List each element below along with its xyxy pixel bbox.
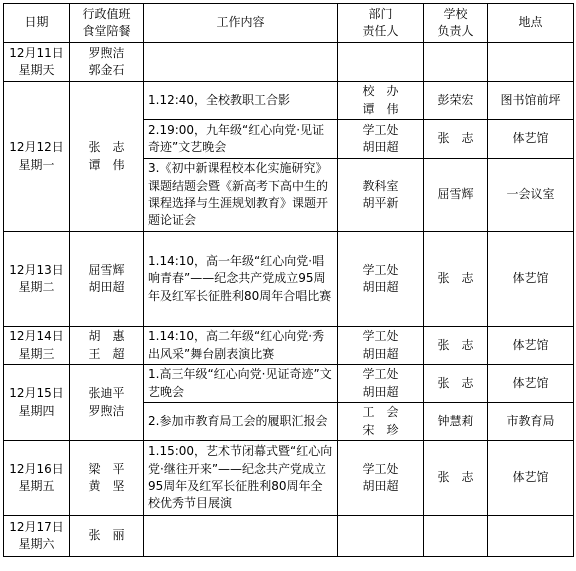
dept-cell: 学工处 胡田超 [338, 441, 424, 516]
date-cell: 12月11日 星期天 [4, 43, 70, 82]
place-cell: 市教育局 [488, 403, 574, 441]
duty-cell: 张迪平 罗煦洁 [70, 365, 144, 441]
date-cell: 12月13日 星期二 [4, 232, 70, 327]
date-cell: 12月15日 星期四 [4, 365, 70, 441]
school-cell: 张 志 [424, 120, 488, 159]
table-row [4, 232, 574, 327]
dept-cell: 校 办 谭 伟 [338, 82, 424, 120]
school-cell: 屈雪辉 [424, 159, 488, 232]
school-cell [424, 43, 488, 82]
duty-cell: 胡 惠 王 超 [70, 327, 144, 365]
place-cell: 体艺馆 [488, 365, 574, 403]
header-row [4, 4, 574, 43]
header-dept: 部门 责任人 [338, 4, 424, 43]
school-cell [424, 516, 488, 557]
table-row [4, 43, 574, 82]
duty-cell: 梁 平 黄 坚 [70, 441, 144, 516]
date-cell: 12月16日 星期五 [4, 441, 70, 516]
date-cell: 12月14日 星期三 [4, 327, 70, 365]
duty-cell: 罗煦洁 郭金石 [70, 43, 144, 82]
place-cell: 体艺馆 [488, 232, 574, 327]
duty-cell: 张 丽 [70, 516, 144, 557]
work-cell: 1.高三年级“红心向党·见证奇迹”文艺晚会 [144, 365, 338, 403]
table-row [4, 516, 574, 557]
dept-cell [338, 516, 424, 557]
dept-cell: 学工处 胡田超 [338, 327, 424, 365]
school-cell: 张 志 [424, 441, 488, 516]
work-cell: 1.14:10，高二年级“红心向党·秀出风采”舞台剧表演比赛 [144, 327, 338, 365]
work-cell: 2.参加市教育局工会的履职汇报会 [144, 403, 338, 441]
dept-cell: 教科室 胡平新 [338, 159, 424, 232]
school-cell: 张 志 [424, 365, 488, 403]
duty-cell: 张 志 谭 伟 [70, 82, 144, 232]
table-row [4, 327, 574, 365]
school-cell: 钟慧莉 [424, 403, 488, 441]
table-row [4, 441, 574, 516]
school-cell: 张 志 [424, 232, 488, 327]
school-cell: 彭荣宏 [424, 82, 488, 120]
dept-cell: 学工处 胡田超 [338, 232, 424, 327]
place-cell: 图书馆前坪 [488, 82, 574, 120]
work-cell [144, 43, 338, 82]
date-cell: 12月17日 星期六 [4, 516, 70, 557]
work-cell: 1.15:00，艺术节闭幕式暨“红心向党·继往开来”——纪念共产党成立95周年及红军长征胜利80周年全校优秀节目展演 [144, 441, 338, 516]
header-date: 日期 [4, 4, 70, 43]
dept-cell: 工 会 宋 珍 [338, 403, 424, 441]
work-cell: 1.12:40，全校教职工合影 [144, 82, 338, 120]
place-cell: 体艺馆 [488, 327, 574, 365]
table-row [4, 82, 574, 120]
place-cell [488, 43, 574, 82]
duty-cell: 屈雪辉 胡田超 [70, 232, 144, 327]
dept-cell: 学工处 胡田超 [338, 365, 424, 403]
school-cell: 张 志 [424, 327, 488, 365]
header-duty: 行政值班 食堂陪餐 [70, 4, 144, 43]
table-row [4, 365, 574, 403]
place-cell: 体艺馆 [488, 441, 574, 516]
schedule-body [4, 43, 574, 557]
date-cell: 12月12日 星期一 [4, 82, 70, 232]
place-cell: 体艺馆 [488, 120, 574, 159]
header-place: 地点 [488, 4, 574, 43]
place-cell [488, 516, 574, 557]
work-cell [144, 516, 338, 557]
header-school: 学校 负责人 [424, 4, 488, 43]
dept-cell: 学工处 胡田超 [338, 120, 424, 159]
work-cell: 3.《初中新课程校本化实施研究》课题结题会暨《新高考下高中生的课程选择与生涯规划教育》课题开题论证会 [144, 159, 338, 232]
header-work: 工作内容 [144, 4, 338, 43]
work-cell: 1.14:10，高一年级“红心向党·唱响青春”——纪念共产党成立95周年及红军长征胜利80周年合唱比赛 [144, 232, 338, 327]
place-cell: 一会议室 [488, 159, 574, 232]
work-cell: 2.19:00，九年级“红心向党·见证奇迹”文艺晚会 [144, 120, 338, 159]
dept-cell [338, 43, 424, 82]
weekly-schedule-table [3, 3, 574, 557]
